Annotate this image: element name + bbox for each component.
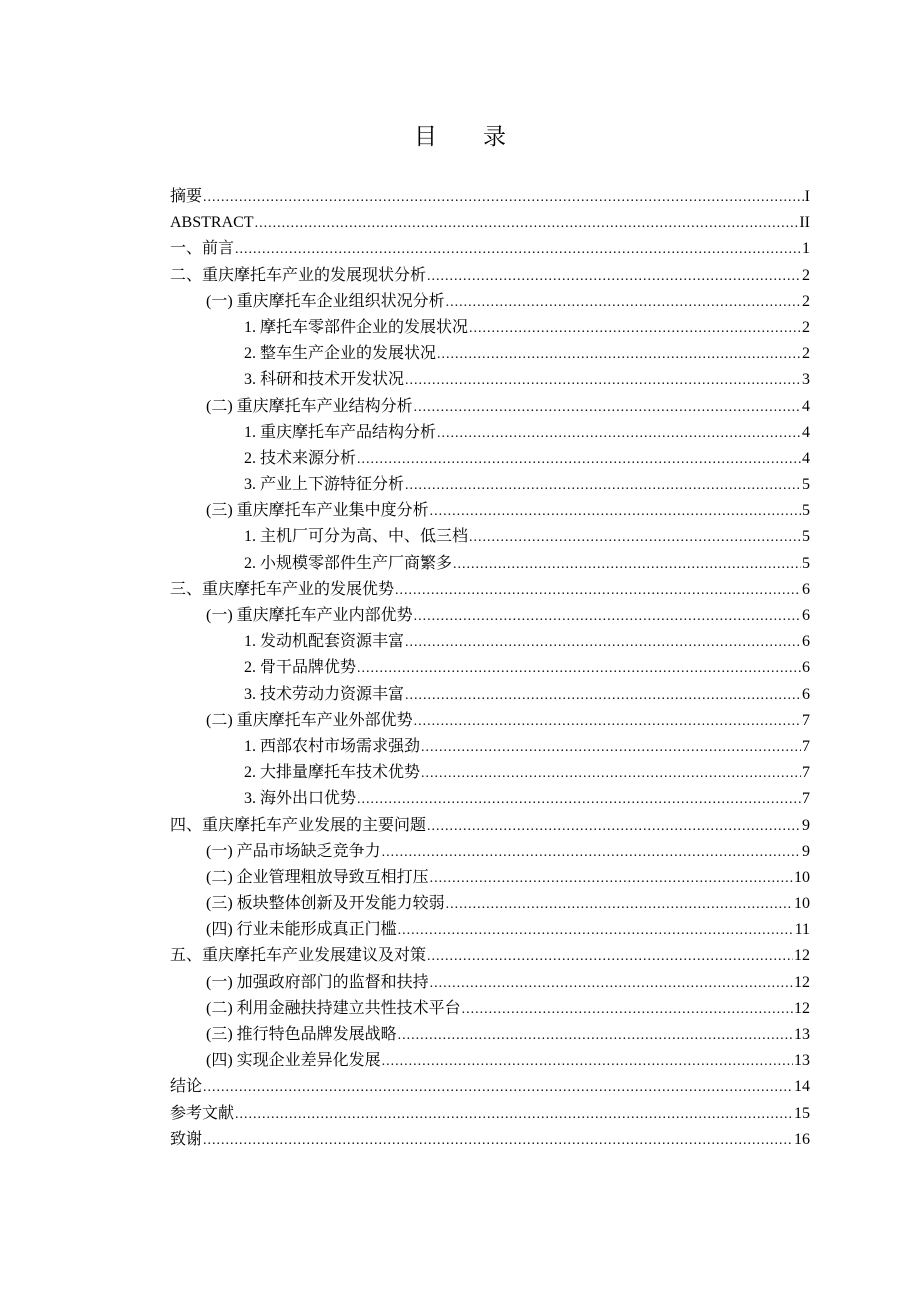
toc-dot-leader xyxy=(203,185,804,210)
toc-entry[interactable] xyxy=(170,367,810,393)
toc-dot-leader xyxy=(446,892,793,917)
toc-page-number: 4 xyxy=(802,449,810,467)
toc-entry[interactable] xyxy=(170,943,810,969)
toc-entry-title: 一、前言 xyxy=(170,240,235,258)
toc-entry-title: 参考文献 xyxy=(170,1104,235,1122)
toc-entry[interactable] xyxy=(170,472,810,498)
toc-entry[interactable] xyxy=(170,760,810,786)
title-char-2: 录 xyxy=(483,124,506,149)
toc-entry-title: 三、重庆摩托车产业的发展优势 xyxy=(170,580,395,598)
toc-entry-title: 2. 技术来源分析 xyxy=(244,449,357,467)
toc-dot-leader xyxy=(255,211,799,236)
toc-page-number: 12 xyxy=(794,999,810,1017)
toc-dot-leader xyxy=(469,525,801,550)
toc-page-number: 9 xyxy=(802,816,810,834)
toc-entry-title: (二) 重庆摩托车产业外部优势 xyxy=(206,711,413,729)
title-char-1: 目 xyxy=(414,124,437,149)
toc-page-number: 4 xyxy=(802,397,810,415)
toc-entry[interactable] xyxy=(170,1074,810,1100)
toc-entry-title: (一) 加强政府部门的监督和扶持 xyxy=(206,973,429,991)
toc-entry[interactable] xyxy=(170,524,810,550)
toc-dot-leader xyxy=(437,421,801,446)
toc-entry[interactable] xyxy=(170,708,810,734)
toc-page-number: 9 xyxy=(802,842,810,860)
toc-page-number: 1 xyxy=(802,240,810,258)
toc-dot-leader xyxy=(357,447,801,472)
toc-page-number: 5 xyxy=(802,502,810,520)
toc-page-number: 3 xyxy=(802,371,810,389)
toc-entry-title: 3. 科研和技术开发状况 xyxy=(244,371,405,389)
toc-page-number: 10 xyxy=(794,895,810,913)
toc-page-number: 6 xyxy=(802,633,810,651)
toc-entry-title: 3. 海外出口优势 xyxy=(244,790,357,808)
toc-dot-leader xyxy=(405,473,801,498)
toc-page-number: 11 xyxy=(794,921,810,939)
toc-page-number: II xyxy=(799,214,810,232)
toc-entry[interactable] xyxy=(170,865,810,891)
toc-entry[interactable] xyxy=(170,236,810,262)
toc-entry-title: 2. 骨干品牌优势 xyxy=(244,659,357,677)
toc-entry[interactable] xyxy=(170,682,810,708)
toc-entry-title: (一) 产品市场缺乏竞争力 xyxy=(206,842,381,860)
toc-entry-title: 2. 小规模零部件生产厂商繁多 xyxy=(244,554,453,572)
toc-dot-leader xyxy=(203,1075,793,1100)
toc-dot-leader xyxy=(382,1049,793,1074)
toc-entry[interactable] xyxy=(170,289,810,315)
toc-entry-title: (三) 重庆摩托车产业集中度分析 xyxy=(206,502,429,520)
toc-entry-title: 1. 西部农村市场需求强劲 xyxy=(244,737,421,755)
toc-page-number: 7 xyxy=(802,790,810,808)
toc-entry-title: 结论 xyxy=(170,1078,203,1096)
toc-entry-title: (二) 重庆摩托车产业结构分析 xyxy=(206,397,413,415)
toc-page-number: 12 xyxy=(794,973,810,991)
toc-entry[interactable] xyxy=(170,655,810,681)
toc-page-number: 5 xyxy=(802,476,810,494)
toc-dot-leader xyxy=(357,787,801,812)
toc-dot-leader xyxy=(427,264,801,289)
toc-page-number: 6 xyxy=(802,580,810,598)
toc-page-number: 7 xyxy=(802,711,810,729)
toc-entry-title: 1. 摩托车零部件企业的发展状况 xyxy=(244,318,469,336)
toc-page-number: 7 xyxy=(802,737,810,755)
toc-page-number: 4 xyxy=(802,423,810,441)
toc-dot-leader xyxy=(469,316,801,341)
toc-dot-leader xyxy=(398,918,794,943)
toc-entry-title: (二) 利用金融扶持建立共性技术平台 xyxy=(206,999,461,1017)
toc-dot-leader xyxy=(437,342,801,367)
toc-dot-leader xyxy=(427,944,793,969)
toc-entry[interactable] xyxy=(170,420,810,446)
toc-page-number: 13 xyxy=(794,1026,810,1043)
toc-entry[interactable] xyxy=(170,786,810,812)
toc-dot-leader xyxy=(414,395,801,420)
toc-entry-title: (二) 企业管理粗放导致互相打压 xyxy=(206,868,429,886)
toc-entry[interactable] xyxy=(170,917,810,943)
toc-entry[interactable] xyxy=(170,813,810,839)
toc-entry[interactable] xyxy=(170,996,810,1022)
toc-dot-leader xyxy=(421,735,801,760)
toc-dot-leader xyxy=(414,604,801,629)
toc-page-number: 13 xyxy=(794,1052,810,1070)
toc-entry-title: (四) 行业未能形成真正门槛 xyxy=(206,921,397,939)
toc-page-number: 6 xyxy=(802,685,810,703)
toc-entry[interactable] xyxy=(170,341,810,367)
toc-entry-title: 2. 大排量摩托车技术优势 xyxy=(244,764,421,782)
toc-dot-leader xyxy=(405,368,801,393)
toc-entry-title: 五、重庆摩托车产业发展建议及对策 xyxy=(170,947,427,965)
toc-dot-leader xyxy=(405,630,801,655)
toc-entry[interactable] xyxy=(170,839,810,865)
toc-entry[interactable] xyxy=(170,734,810,760)
toc-dot-leader xyxy=(414,709,801,734)
toc-entry[interactable] xyxy=(170,1022,810,1048)
toc-dot-leader xyxy=(398,1023,793,1048)
toc-dot-leader xyxy=(462,997,793,1022)
toc-dot-leader xyxy=(382,840,801,865)
toc-entry-title: 1. 主机厂可分为高、中、低三档 xyxy=(244,528,469,546)
toc-dot-leader xyxy=(357,656,801,681)
toc-entry-title: (四) 实现企业差异化发展 xyxy=(206,1052,381,1070)
toc-entry-title: ABSTRACT xyxy=(170,214,254,232)
toc-dot-leader xyxy=(235,237,801,262)
toc-page-number: 16 xyxy=(794,1130,810,1148)
toc-page-number: 2 xyxy=(802,345,810,363)
toc-dot-leader xyxy=(427,814,801,839)
toc-entry-title: 2. 整车生产企业的发展状况 xyxy=(244,345,437,363)
toc-entry-title: (一) 重庆摩托车产业内部优势 xyxy=(206,607,413,624)
toc-page-number: 2 xyxy=(802,318,810,336)
toc-entry[interactable] xyxy=(170,263,810,289)
toc-entry[interactable] xyxy=(170,891,810,917)
toc-entry-title: 四、重庆摩托车产业发展的主要问题 xyxy=(170,816,427,834)
toc-entry[interactable] xyxy=(170,498,810,524)
toc-page-number: 5 xyxy=(802,528,810,546)
toc-dot-leader xyxy=(203,1128,793,1153)
toc-dot-leader xyxy=(235,1102,793,1127)
toc-entry[interactable] xyxy=(170,629,810,655)
toc-page-number: 12 xyxy=(794,947,810,965)
toc-entry[interactable] xyxy=(170,184,810,210)
toc-entry[interactable] xyxy=(170,577,810,603)
toc-dot-leader xyxy=(421,761,801,786)
toc-entry[interactable] xyxy=(170,446,810,472)
toc-entry-title: 3. 产业上下游特征分析 xyxy=(244,476,405,494)
table-of-contents xyxy=(170,184,810,1153)
toc-entry[interactable] xyxy=(170,315,810,341)
toc-page-number: 15 xyxy=(794,1104,810,1122)
toc-dot-leader xyxy=(430,499,801,524)
toc-entry[interactable] xyxy=(170,394,810,420)
toc-page-number: 6 xyxy=(802,659,810,677)
toc-entry[interactable] xyxy=(170,551,810,577)
toc-entry-title: (三) 板块整体创新及开发能力较弱 xyxy=(206,895,445,913)
toc-entry[interactable] xyxy=(170,970,810,996)
toc-page-number: 2 xyxy=(802,266,810,284)
toc-entry-title: 二、重庆摩托车产业的发展现状分析 xyxy=(170,266,427,284)
toc-entry[interactable] xyxy=(170,1048,810,1074)
toc-entry-title: 摘要 xyxy=(170,188,203,205)
page-title xyxy=(0,118,920,151)
toc-page-number: 6 xyxy=(802,607,810,624)
toc-entry-title: 1. 发动机配套资源丰富 xyxy=(244,633,405,651)
toc-dot-leader xyxy=(430,866,793,891)
toc-entry-title: 1. 重庆摩托车产品结构分析 xyxy=(244,423,437,441)
toc-entry[interactable] xyxy=(170,603,810,629)
toc-entry-title: (一) 重庆摩托车企业组织状况分析 xyxy=(206,292,445,310)
toc-entry-title: 致谢 xyxy=(170,1130,203,1148)
toc-page-number: 14 xyxy=(794,1078,810,1096)
toc-dot-leader xyxy=(405,683,801,708)
toc-page-number: I xyxy=(804,188,810,205)
toc-page-number: 7 xyxy=(802,764,810,782)
toc-dot-leader xyxy=(453,552,801,577)
toc-entry-title: (三) 推行特色品牌发展战略 xyxy=(206,1026,397,1043)
toc-page-number: 2 xyxy=(802,292,810,310)
toc-entry-title: 3. 技术劳动力资源丰富 xyxy=(244,685,405,703)
toc-entry[interactable] xyxy=(170,1101,810,1127)
toc-dot-leader xyxy=(446,290,801,315)
toc-entry[interactable] xyxy=(170,1127,810,1153)
toc-entry[interactable] xyxy=(170,210,810,236)
toc-dot-leader xyxy=(395,578,801,603)
toc-dot-leader xyxy=(430,971,793,996)
toc-page-number: 10 xyxy=(794,868,810,886)
toc-page-number: 5 xyxy=(802,554,810,572)
